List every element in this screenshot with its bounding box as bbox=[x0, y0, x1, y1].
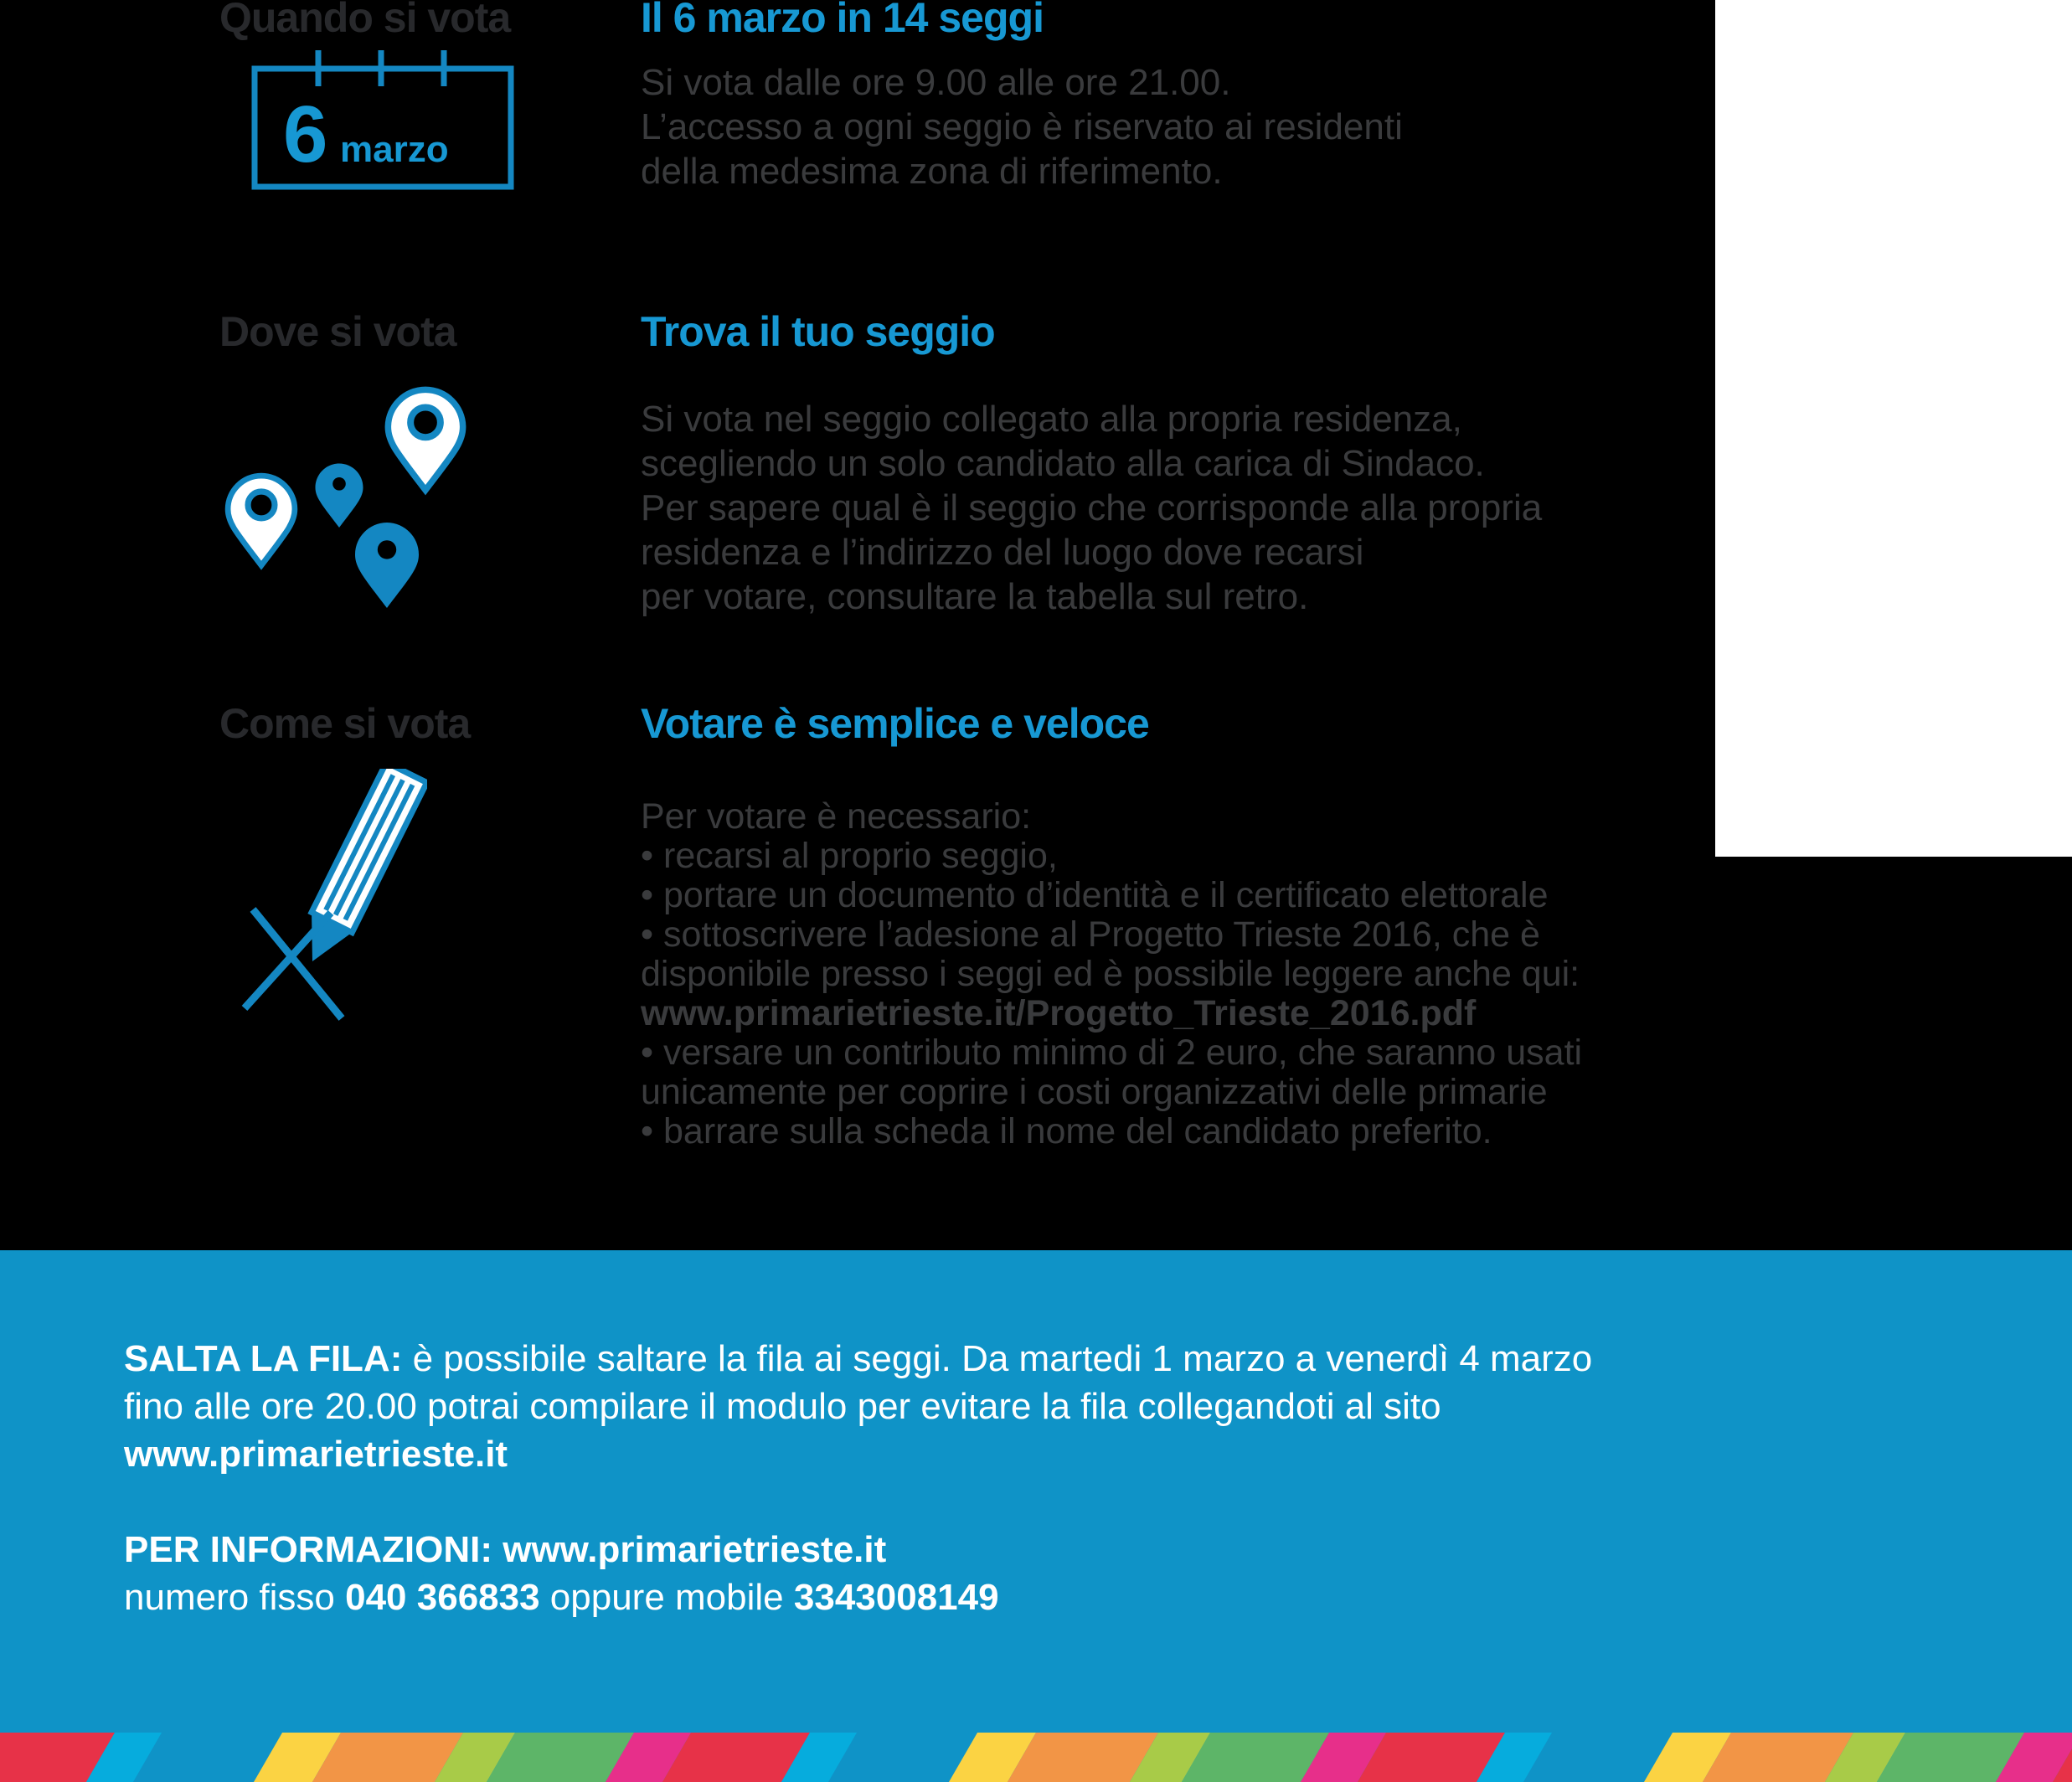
body-line: • portare un documento d’identità e il certificato elettorale bbox=[641, 875, 1549, 915]
contact-paragraph bbox=[124, 1526, 999, 1621]
body-line: Si vota nel seggio collegato alla propria residenza, bbox=[641, 399, 1462, 440]
body-line: Si vota dalle ore 9.00 alle ore 21.00. bbox=[641, 62, 1231, 103]
section-label-quando: Quando si vota bbox=[219, 0, 511, 41]
rainbow-stripe-band bbox=[0, 1733, 2072, 1782]
section-heading-come: Votare è semplice e veloce bbox=[641, 700, 1149, 747]
white-corner-panel bbox=[1715, 0, 2072, 857]
stripe-row bbox=[0, 1733, 2072, 1782]
body-line: per votare, consultare la tabella sul retro. bbox=[641, 576, 1309, 617]
calendar-month: marzo bbox=[340, 129, 449, 170]
section-heading-dove: Trova il tuo seggio bbox=[641, 308, 995, 355]
map-pins-icon bbox=[218, 377, 519, 678]
skip-line-line1: SALTA LA FILA: è possibile saltare la fila ai seggi. Da martedi 1 marzo a venerdì 4 marzo bbox=[124, 1338, 1593, 1379]
body-line: della medesima zona di riferimento. bbox=[641, 151, 1223, 192]
body-line: L’accesso a ogni seggio è riservato ai residenti bbox=[641, 106, 1403, 147]
info-website-link[interactable]: www.primarietrieste.it bbox=[503, 1529, 887, 1570]
skip-line-label: SALTA LA FILA: bbox=[124, 1338, 403, 1379]
body-line: • recarsi al proprio seggio, bbox=[641, 836, 1058, 876]
body-line: • versare un contributo minimo di 2 euro, che saranno usati bbox=[641, 1033, 1583, 1073]
body-line: Per votare è necessario: bbox=[641, 796, 1032, 837]
body-line: scegliendo un solo candidato alla carica di Sindaco. bbox=[641, 443, 1485, 484]
pencil-x-icon bbox=[126, 769, 427, 1058]
phone-mobile-number: 3343008149 bbox=[793, 1577, 999, 1618]
section-heading-quando: Il 6 marzo in 14 seggi bbox=[641, 0, 1044, 41]
calendar-day: 6 bbox=[283, 90, 328, 179]
skip-line-paragraph bbox=[124, 1335, 1592, 1478]
body-line: • sottoscrivere l’adesione al Progetto Trieste 2016, che è bbox=[641, 914, 1540, 955]
info-line bbox=[124, 1526, 999, 1573]
pdf-link[interactable]: www.primarietrieste.it/Progetto_Trieste_2016.pdf bbox=[641, 993, 1477, 1033]
phone-fixed-number: 040 366833 bbox=[345, 1577, 540, 1618]
skip-line-line2: fino alle ore 20.00 potrai compilare il modulo per evitare la fila collegandoti al sito bbox=[124, 1386, 1441, 1427]
section-label-dove: Dove si vota bbox=[219, 308, 456, 355]
section-body-come bbox=[641, 797, 1582, 1151]
calendar-icon bbox=[251, 46, 516, 195]
body-line: residenza e l’indirizzo del luogo dove recarsi bbox=[641, 532, 1364, 573]
footer-info-panel bbox=[0, 1250, 2072, 1782]
body-line: Per sapere qual è il seggio che corrisponde alla propria bbox=[641, 487, 1543, 528]
skip-line-website-link[interactable]: www.primarietrieste.it bbox=[124, 1434, 508, 1475]
body-line: disponibile presso i seggi ed è possibile leggere anche qui: bbox=[641, 954, 1580, 994]
section-body-quando bbox=[641, 60, 1403, 193]
info-label: PER INFORMAZIONI: bbox=[124, 1529, 492, 1570]
phone-line: numero fisso 040 366833 oppure mobile 3343008149 bbox=[124, 1577, 999, 1618]
body-line: unicamente per coprire i costi organizzativi delle primarie bbox=[641, 1072, 1548, 1112]
section-label-come: Come si vota bbox=[219, 700, 471, 747]
body-line: • barrare sulla scheda il nome del candidato preferito. bbox=[641, 1111, 1492, 1151]
section-body-dove bbox=[641, 397, 1542, 619]
